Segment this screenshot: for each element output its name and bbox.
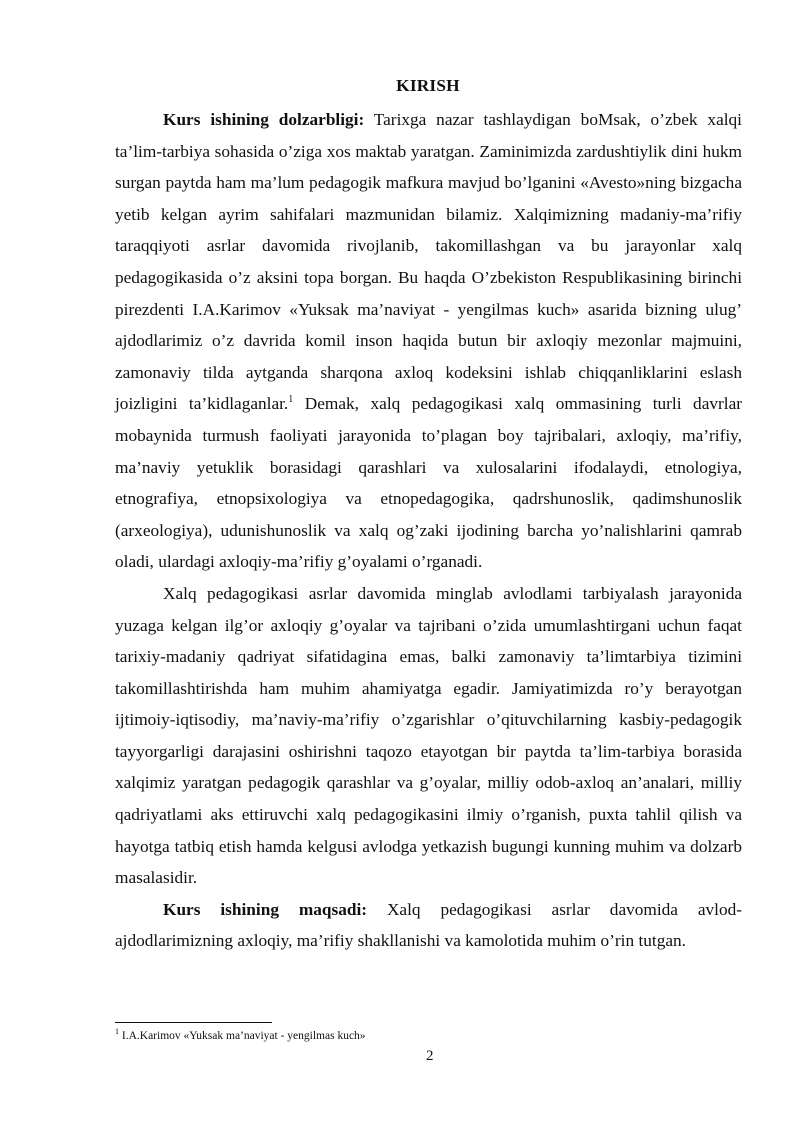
- page-number: 2: [426, 1048, 434, 1064]
- page-title: KIRISH: [396, 76, 460, 95]
- paragraph-text: Demak, xalq pedagogikasi xalq ommasining turli davrlar mobaynida turmush faoliyati jarayonida to’plagan boy tajribalari, axloqiy, ma’rifiy, ma’naviy yetuklik borasidagi qarashlari va xulosalarini ifodalaydi, etnologiya, etnografiya, etnopsixologiya va etnopedagogika, qadrshunoslik, qadimshunoslik (arxeologiya), udunishunoslik va xalq og’zaki ijodining barcha yo’nalishlarini qamrab oladi, ulardagi axloqiy-ma’rifiy g’oyalami o’rganadi.: [115, 394, 742, 572]
- paragraph-goal: [115, 894, 742, 957]
- paragraph-text: Xalq pedagogikasi asrlar davomida avlod-ajdodlarimizning axloqiy, ma’rifiy shakllanishi va kamolotida muhim o’rin tutgan.: [115, 899, 743, 951]
- paragraph-lead-relevance: Kurs ishining dolzarbligi:: [163, 110, 365, 129]
- footnote-reference[interactable]: 1: [288, 394, 294, 406]
- paragraph-text: Tarixga nazar tashlaydigan boMsak, o’zbek xalqi ta’lim-tarbiya sohasida o’ziga xos maktab yaratgan. Zaminimizda zardushtiylik dini hukm surgan paytda ham ma’lum pedagogik mafkura mavjud bo’lganini «Avesto»ning bizgacha yetib kelgan ayrim sahifalari mazmunidan bilamiz. Xalqimizning madaniy-ma’rifiy taraqqiyoti asrlar davomida rivojlanib, takomillashgan va bu jarayonlar xalq pedagogikasida o’z aksini topa borgan. Bu haqda O’zbekiston Respublikasining birinchi pirezdenti I.A.Karimov «Yuksak ma’naviyat - yengilmas kuch» asarida bizning ulug’ ajdodlarimiz o’z davrida komil inson haqida butun bir axloqiy mezonlar majmuini, zamonaviy tilda aytganda sharqona axloq kodeksini ishlab chiqqanliklarini eslash joizligini ta’kidlaganlar.: [115, 110, 742, 414]
- footnote-text: I.A.Karimov «Yuksak ma’naviyat - yengilmas kuch»: [119, 1030, 366, 1042]
- paragraph-folk-pedagogy: Xalq pedagogikasi asrlar davomida minglab avlodlami tarbiyalash jarayonida yuzaga kelgan ilg’or axloqiy g’oyalar va tajribani o’zida umumlashtirgani uchun faqat tarixiy-madaniy qadriyat sifatidagina emas, balki zamonaviy ta’limtarbiya tizimini takomillashtirishda ham muhim ahamiyatga egadir. Jamiyatimizda ro’y berayotgan ijtimoiy-iqtisodiy, ma’naviy-ma’rifiy o’zgarishlar o’qituvchilarning kasbiy-pedagogik tayyorgarligi darajasini oshirishni taqozo etayotgan bir paytda ta’lim-tarbiya borasida xalqimiz yaratgan pedagogik qarashlar va g’oyalar, milliy odob-axloq an’analari, milliy qadriyatlami aks ettiruvchi xalq pedagogikasini ilmiy o’rganish, puxta tahlil qilish va hayotga tatbiq etish hamda kelgusi avlodga yetkazish bugungi kunning muhim va dolzarb masalasidir.: [115, 583, 742, 888]
- footnote-divider: [115, 1022, 272, 1023]
- body-text: [115, 104, 742, 957]
- footnote: [115, 1029, 366, 1044]
- paragraph-relevance: [115, 104, 742, 578]
- paragraph-lead-goal: Kurs ishining maqsadi:: [163, 899, 368, 919]
- footnote-number: 1: [115, 1027, 119, 1036]
